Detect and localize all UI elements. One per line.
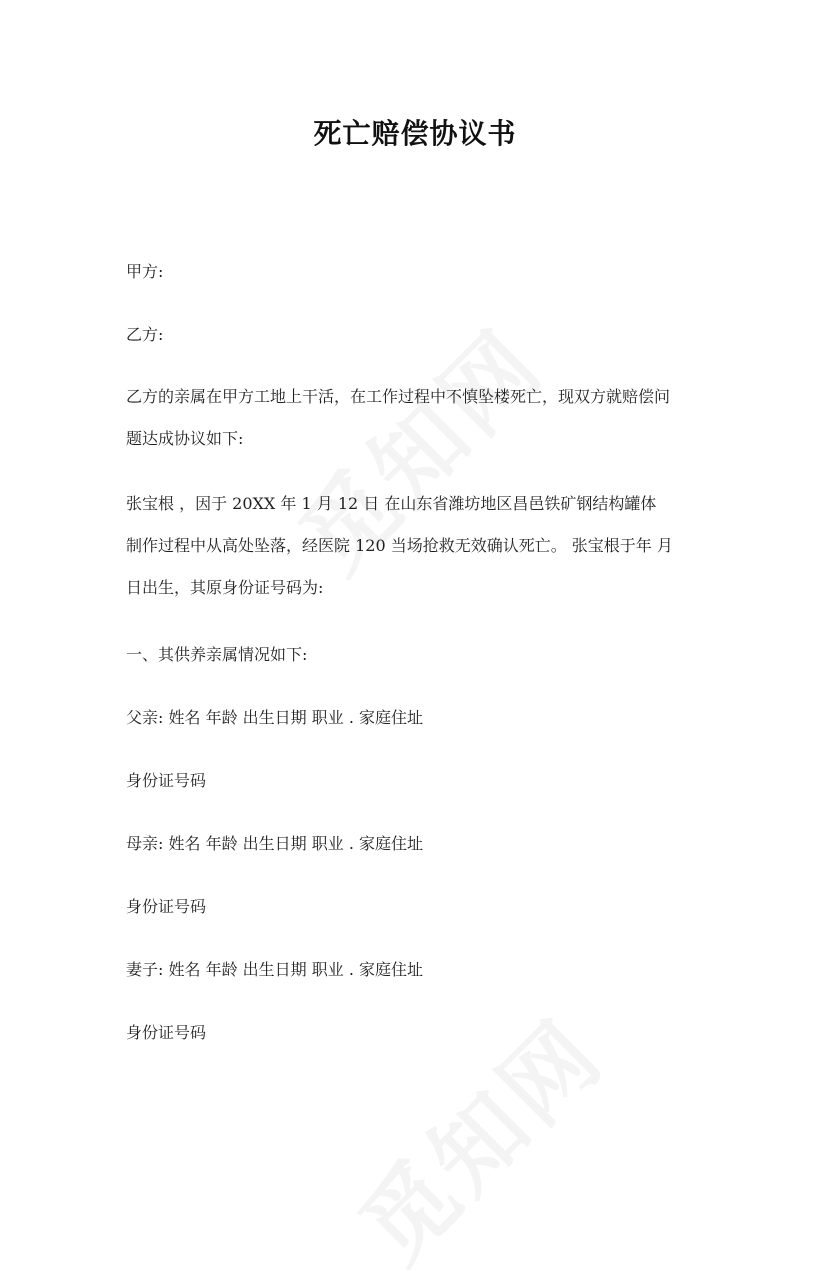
incident-line: 日出生，其原身份证号码为: <box>126 578 324 597</box>
mother-info-line: 母亲: 姓名 年龄 出生日期 职业 . 家庭住址 <box>126 834 423 853</box>
intro-line: 题达成协议如下: <box>126 429 244 448</box>
incident-line: 制作过程中从高处坠落，经医院 120 当场抢救无效确认死亡。 张宝根于年 月 <box>126 536 673 555</box>
document-title: 死亡赔偿协议书 <box>313 117 517 150</box>
incident-line: 张宝根 ，因于 20XX 年 1 月 12 日 在山东省潍坊地区昌邑铁矿钢结构罐体 <box>126 494 657 513</box>
father-info-line: 父亲: 姓名 年龄 出生日期 职业 . 家庭住址 <box>126 708 423 727</box>
wife-info-line: 妻子: 姓名 年龄 出生日期 职业 . 家庭住址 <box>126 960 423 979</box>
father-id-line: 身份证号码 <box>126 771 207 790</box>
intro-line: 乙方的亲属在甲方工地上干活，在工作过程中不慎坠楼死亡，现双方就赔偿问 <box>126 387 671 406</box>
mother-id-line: 身份证号码 <box>126 897 207 916</box>
party-a-label: 甲方: <box>126 262 164 281</box>
intro-paragraph <box>126 376 704 460</box>
wife-id-line: 身份证号码 <box>126 1023 207 1042</box>
section-heading: 一、其供养亲属情况如下: <box>126 645 308 664</box>
party-b-label: 乙方: <box>126 325 164 344</box>
incident-paragraph <box>126 483 704 609</box>
